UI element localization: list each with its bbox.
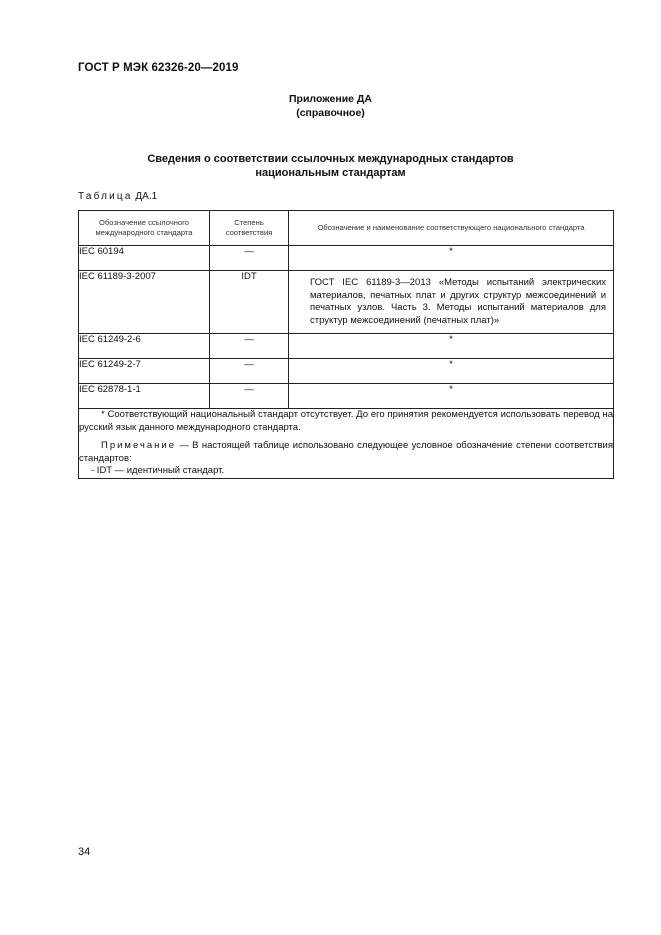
standards-table	[78, 210, 614, 479]
document-code: ГОСТ Р МЭК 62326-20—2019	[78, 62, 239, 74]
table-header-row	[79, 211, 614, 246]
table-row	[79, 271, 614, 334]
annex-title: Приложение ДА	[289, 93, 372, 105]
table-caption	[78, 191, 157, 202]
section-title-line-2: национальным стандартам	[255, 167, 406, 179]
cell-degree: IDT	[210, 271, 289, 334]
table-caption-number: ДА.1	[135, 191, 158, 202]
header-national-standard: Обозначение и наименование соответствующего национального стандарта	[289, 211, 614, 246]
table-row	[79, 384, 614, 409]
section-title	[0, 152, 661, 180]
cell-reference: IEC 62878-1-1	[79, 384, 210, 409]
table-footnote: * Соответствующий национальный стандарт отсутствует. До его принятия рекомендуется использовать перевод на русский язык данного международного стандарта.	[79, 409, 613, 433]
cell-degree: —	[210, 334, 289, 359]
cell-national: *	[289, 334, 614, 359]
cell-national-text: ГОСТ IEC 61189-3—2013 «Методы испытаний электрических материалов, печатных плат и других структур межсоединений и печатных узлов. Часть 3. Методы испытаний материалов для структур межсоединений (печатных плат)»	[310, 277, 606, 326]
cell-reference: IEC 61249-2-6	[79, 334, 210, 359]
cell-degree: —	[210, 246, 289, 271]
table-notes	[79, 409, 614, 479]
cell-national: *	[289, 384, 614, 409]
page-number: 34	[78, 846, 91, 858]
cell-national	[289, 271, 614, 334]
table-row	[79, 334, 614, 359]
annex-heading	[0, 92, 661, 120]
table-caption-word: Таблица	[78, 191, 133, 202]
table-row	[79, 359, 614, 384]
table-notes-row	[79, 409, 614, 479]
cell-reference: IEC 61189-3-2007	[79, 271, 210, 334]
header-degree-of-correspondence: Степень соответствия	[210, 211, 289, 246]
annex-subtitle: (справочное)	[296, 107, 365, 119]
table-note	[79, 440, 613, 465]
cell-degree: —	[210, 359, 289, 384]
section-title-line-1: Сведения о соответствии ссылочных международных стандартов	[147, 153, 514, 165]
note-label: Примечание	[101, 440, 176, 451]
note-text: — В настоящей таблице использовано следующее условное обозначение степени соответствия стандартов:	[79, 440, 613, 464]
cell-reference: IEC 61249-2-7	[79, 359, 210, 384]
note-item: - IDT — идентичный стандарт.	[91, 465, 225, 476]
cell-national: *	[289, 246, 614, 271]
header-international-standard: Обозначение ссылочного международного стандарта	[79, 211, 210, 246]
cell-national: *	[289, 359, 614, 384]
table-row	[79, 246, 614, 271]
cell-reference: IEC 60194	[79, 246, 210, 271]
cell-degree: —	[210, 384, 289, 409]
